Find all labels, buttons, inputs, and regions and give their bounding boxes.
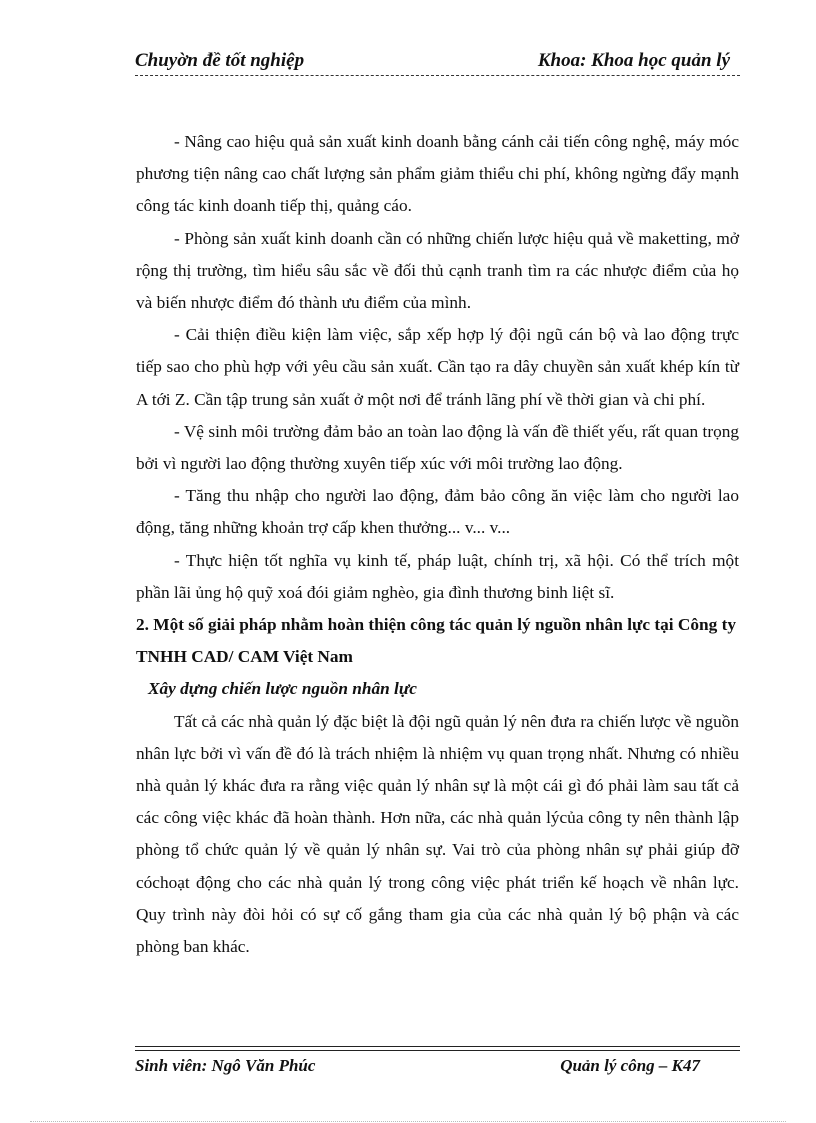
footer-divider xyxy=(135,1046,740,1047)
footer-student-name: Sinh viên: Ngô Văn Phúc xyxy=(135,1056,316,1075)
header-thesis-title: Chuyờn đề tốt nghiệp xyxy=(135,50,305,71)
paragraph: - Vệ sinh môi trường đảm bảo an toàn lao động là vấn đề thiết yếu, rất quan trọng bởi vì người lao động thường xuyên tiếp xúc với môi trường lao động. xyxy=(136,421,739,474)
header-divider xyxy=(135,75,740,76)
footer-divider-secondary xyxy=(135,1050,740,1051)
page-bottom-border xyxy=(30,1121,786,1122)
footer-class: Quản lý công – K47 xyxy=(560,1056,700,1075)
subsection-heading: Xây dựng chiến lược nguồn nhân lực xyxy=(148,679,417,699)
paragraph: - Cải thiện điều kiện làm việc, sắp xếp hợp lý đội ngũ cán bộ và lao động trực tiếp sao cho phù hợp với yêu cầu sản xuất. Cần tạo ra dây chuyền sản xuất khép kín từ A tới Z. Cần tập trung sản xuất ở một nơi để tránh lãng phí về thời gian và chi phí. xyxy=(136,325,739,409)
document-body xyxy=(136,126,739,963)
paragraph: - Nâng cao hiệu quả sản xuất kinh doanh bằng cánh cải tiến công nghệ, máy móc phương tiện nâng cao chất lượng sản phẩm giảm thiểu chi phí, không ngừng đẩy mạnh công tác kinh doanh tiếp thị, quảng cáo. xyxy=(136,132,739,216)
section-heading: 2. Một số giải pháp nhằm hoàn thiện công tác quản lý nguồn nhân lực tại Công ty TNHH CAD/ CAM Việt Nam xyxy=(136,615,736,667)
paragraph: - Phòng sản xuất kinh doanh cần có những chiến lược hiệu quả về maketting, mở rộng thị trường, tìm hiểu sâu sắc về đối thủ cạnh tranh tìm ra các nhược điểm của họ và biến nhược điểm đó thành ưu điểm của mình. xyxy=(136,228,739,313)
header-faculty: Khoa: Khoa học quản lý xyxy=(537,50,730,71)
page-footer xyxy=(135,1046,740,1086)
page-header xyxy=(135,44,740,76)
paragraph: - Tăng thu nhập cho người lao động, đảm bảo công ăn việc làm cho người lao động, tăng những khoản trợ cấp khen thưởng... v... v... xyxy=(136,486,739,538)
paragraph: - Thực hiện tốt nghĩa vụ kinh tế, pháp luật, chính trị, xã hội. Có thể trích một phần lãi ủng hộ quỹ xoá đói giảm nghèo, gia đình thương binh liệt sĩ. xyxy=(136,550,739,602)
paragraph: Tất cả các nhà quản lý đặc biệt là đội ngũ quản lý nên đưa ra chiến lược về nguồn nhân lực bởi vì vấn đề đó là trách nhiệm là nhiệm vụ quan trọng nhất. Nhưng có nhiều nhà quản lý khác đưa ra rằng việc quản lý nhân sự là một cái gì đó phải làm sau tất cả các công việc khác đã hoàn thành. Hơn nữa, các nhà quản lýcủa công ty nên thành lập phòng tổ chức quản lý về quản lý nhân sự. Vai trò của phòng nhân sự phải giúp đỡ cóchoạt động cho các nhà quản lý trong công việc phát triển kế hoạch về nhân lực. Quy trình này đòi hỏi có sự cố gắng tham gia của các nhà quản lý bộ phận và các phòng ban khác. xyxy=(136,711,739,957)
